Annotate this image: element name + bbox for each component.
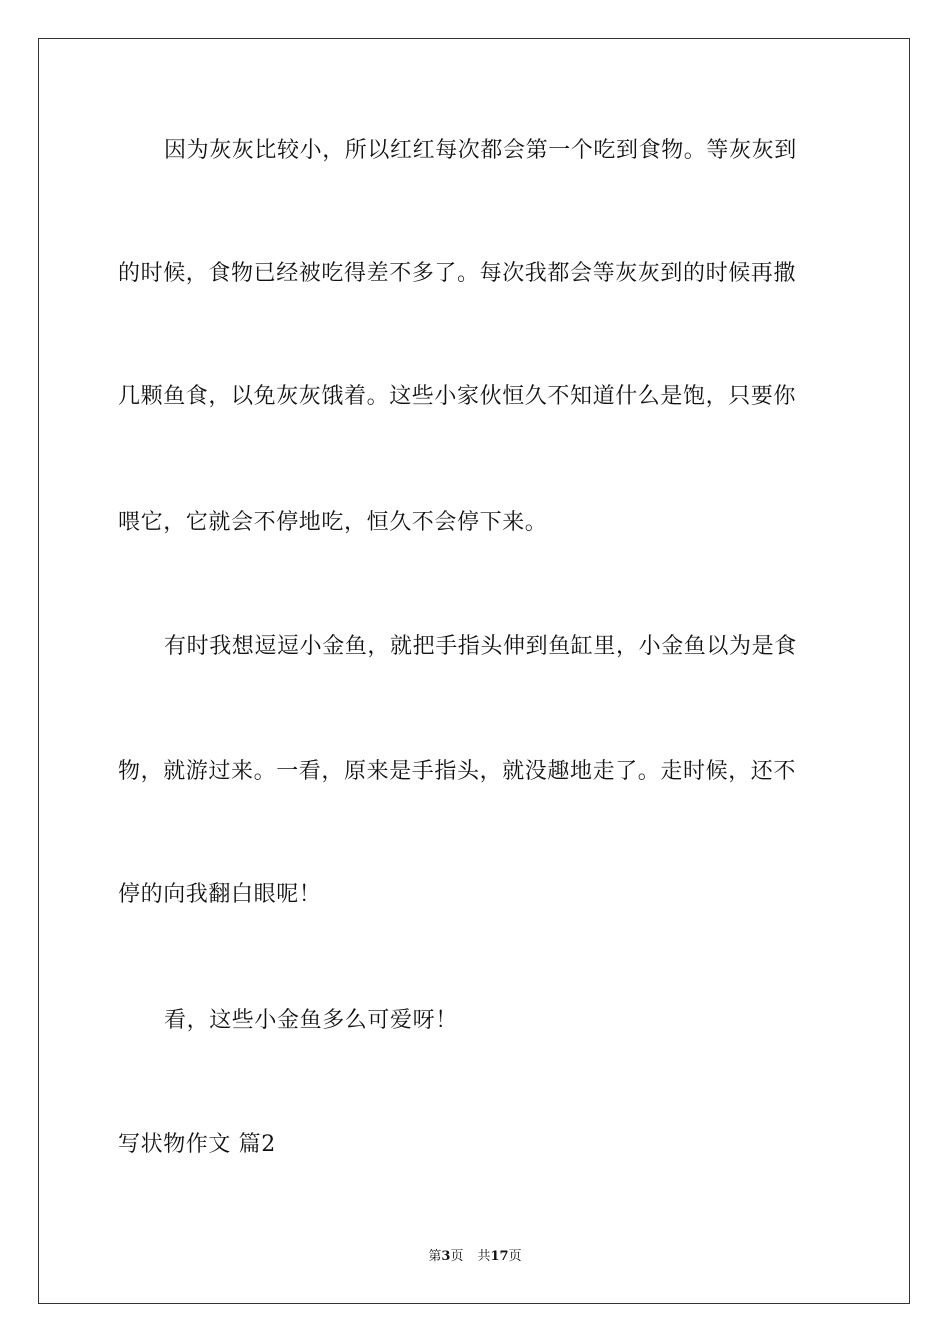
text-line: 喂它，它就会不停地吃，恒久不会停下来。 [118, 510, 548, 535]
footer-total-prefix: 共 [477, 1249, 491, 1264]
section-heading: 写状物作文 篇2 [118, 1132, 276, 1157]
text-line: 有时我想逗逗小金鱼，就把手指头伸到鱼缸里，小金鱼以为是食 [164, 634, 797, 659]
footer-page-prefix: 第 [428, 1249, 442, 1264]
footer-total-suffix: 页 [508, 1249, 522, 1264]
text-line: 的时候，食物已经被吃得差不多了。每次我都会等灰灰到的时候再撒 [118, 261, 797, 286]
text-line: 几颗鱼食，以免灰灰饿着。这些小家伙恒久不知道什么是饱，只要你 [118, 384, 797, 409]
text-line: 因为灰灰比较小，所以红红每次都会第一个吃到食物。等灰灰到 [164, 138, 797, 163]
footer-page-number: 3 [441, 1249, 451, 1264]
text-line: 物，就游过来。一看，原来是手指头，就没趣地走了。走时候，还不 [118, 759, 797, 784]
page-frame [38, 38, 910, 1304]
page-footer [0, 1248, 950, 1266]
text-line: 停的向我翻白眼呢！ [118, 882, 322, 907]
text-line: 看，这些小金鱼多么可爱呀！ [164, 1008, 458, 1033]
footer-total-number: 17 [490, 1249, 509, 1264]
footer-page-suffix: 页 [450, 1249, 464, 1264]
